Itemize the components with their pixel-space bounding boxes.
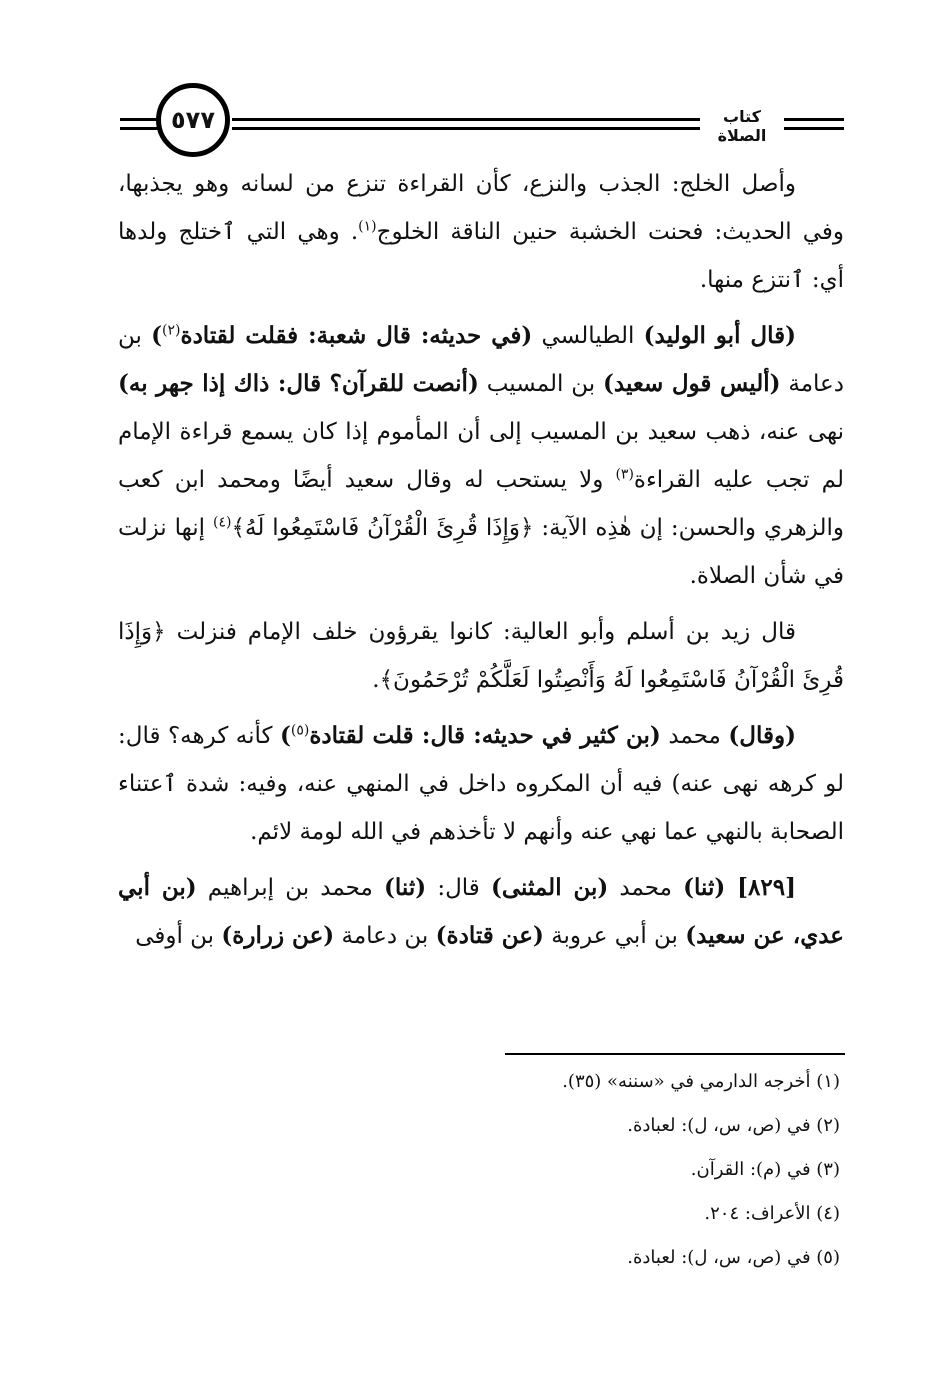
- main-text: [118, 160, 844, 968]
- footnote-ref: (٤): [213, 514, 232, 531]
- header-rule: [120, 127, 160, 130]
- footnote: (٤) الأعراف: ٢٠٤.: [704, 1203, 840, 1224]
- bold-run: ): [280, 722, 291, 749]
- footnote-ref: (١): [358, 218, 377, 235]
- text-run: كأنه كرهه؟ قال: لو كرهه نهى عنه) فيه أن المكروه داخل في المنهي عنه، وفيه: شدة ٱعتناء الصحابة بالنهي عما نهي عنه وأنهم لا تأخذهم في الله لومة لائم.: [118, 723, 844, 845]
- bold-run: (ثنا): [384, 874, 427, 901]
- bold-run: (بن كثير في حديثه: قال: قلت لقتادة: [309, 722, 661, 749]
- bold-run: (أليس قول سعيد): [603, 370, 781, 397]
- footnote-divider: [505, 1053, 845, 1055]
- footnote: (١) أخرجه الدارمي في «سننه» (٣٥).: [562, 1071, 840, 1092]
- bold-run: (قال أبو الوليد): [643, 322, 796, 349]
- footnote-ref: (٣): [615, 466, 634, 483]
- bold-run: (عن قتادة): [435, 922, 544, 949]
- header-rule: [120, 118, 160, 121]
- text-run: ولا يستحب له وقال سعيد أيضًا ومحمد ابن كعب والزهري والحسن: إن هٰذِه الآية: ﴿وَإِذَا قُرِئَ الْقُرْآنُ فَاسْتَمِعُوا لَهُ﴾: [118, 467, 844, 541]
- header-rule: [784, 118, 844, 121]
- bold-run: (في حديثه: قال شعبة: فقلت لقتادة: [180, 322, 533, 349]
- text-run: بن أوفى: [135, 923, 222, 949]
- text-run: إنها نزلت في شأن الصلاة.: [118, 515, 844, 589]
- text-run: قال زيد بن أسلم وأبو العالية: كانوا يقرؤون خلف الإمام فنزلت ﴿وَإِذَا قُرِئَ الْقُرْآنُ فَاسْتَمِعُوا لَهُ وَأَنْصِتُوا لَعَلَّكُمْ تُرْحَمُونَ﴾.: [118, 619, 844, 693]
- text-run: محمد: [660, 723, 729, 749]
- footnote-ref: (٢): [162, 322, 181, 339]
- bold-run: [٨٢٩] (ثنا): [683, 874, 796, 901]
- paragraph: [118, 864, 844, 960]
- footnote: (٣) في (م): القرآن.: [690, 1159, 840, 1180]
- page-header: [0, 0, 947, 160]
- footnotes: [420, 1060, 840, 1280]
- text-run: نهى عنه، ذهب سعيد بن المسيب إلى أن المأموم إذا كان يسمع قراءة الإمام لم تجب عليه القراءة: [118, 419, 844, 493]
- text-run: بن دعامة: [334, 923, 436, 949]
- footnote: (٢) في (ص، س، ل): لعبادة.: [627, 1115, 840, 1136]
- footnote: (٥) في (ص، س، ل): لعبادة.: [627, 1247, 840, 1268]
- bold-run: (وقال): [728, 722, 796, 749]
- text-run: وأصل الخلج: الجذب والنزع، كأن القراءة تنزع من لسانه وهو يجذبها، وفي الحديث: فحنت الخشبة حنين الناقة الخلوج: [118, 171, 845, 245]
- text-run: بن دعامة: [118, 323, 844, 397]
- text-run: . وهي التي ٱختلج ولدها أي: ٱنتزع منها.: [118, 219, 844, 293]
- text-run: الطيالسي: [532, 323, 644, 349]
- footnote-ref: (٥): [290, 722, 310, 739]
- page-number: ٥٧٧: [156, 83, 230, 157]
- text-run: بن المسيب: [478, 371, 604, 397]
- header-rule: [232, 127, 700, 130]
- paragraph: [118, 160, 844, 304]
- text-run: محمد: [608, 875, 684, 901]
- bold-run: (بن أبي عدي، عن سعيد): [118, 874, 844, 949]
- bold-run: (بن المثنى): [490, 874, 609, 901]
- paragraph: [118, 312, 844, 600]
- bold-run: (عن زرارة): [221, 922, 335, 949]
- bold-run: ): [151, 322, 163, 349]
- header-rule: [232, 118, 700, 121]
- bold-run: (أنصت للقرآن؟ قال: ذاك إذا جهر به): [118, 370, 479, 397]
- text-run: محمد بن إبراهيم: [196, 875, 385, 901]
- running-title: كتاب الصلاة: [717, 107, 767, 145]
- paragraph: [118, 608, 844, 704]
- header-rule: [784, 127, 844, 130]
- text-run: قال:: [426, 875, 491, 901]
- text-run: بن أبي عروبة: [543, 923, 686, 949]
- paragraph: [118, 712, 844, 856]
